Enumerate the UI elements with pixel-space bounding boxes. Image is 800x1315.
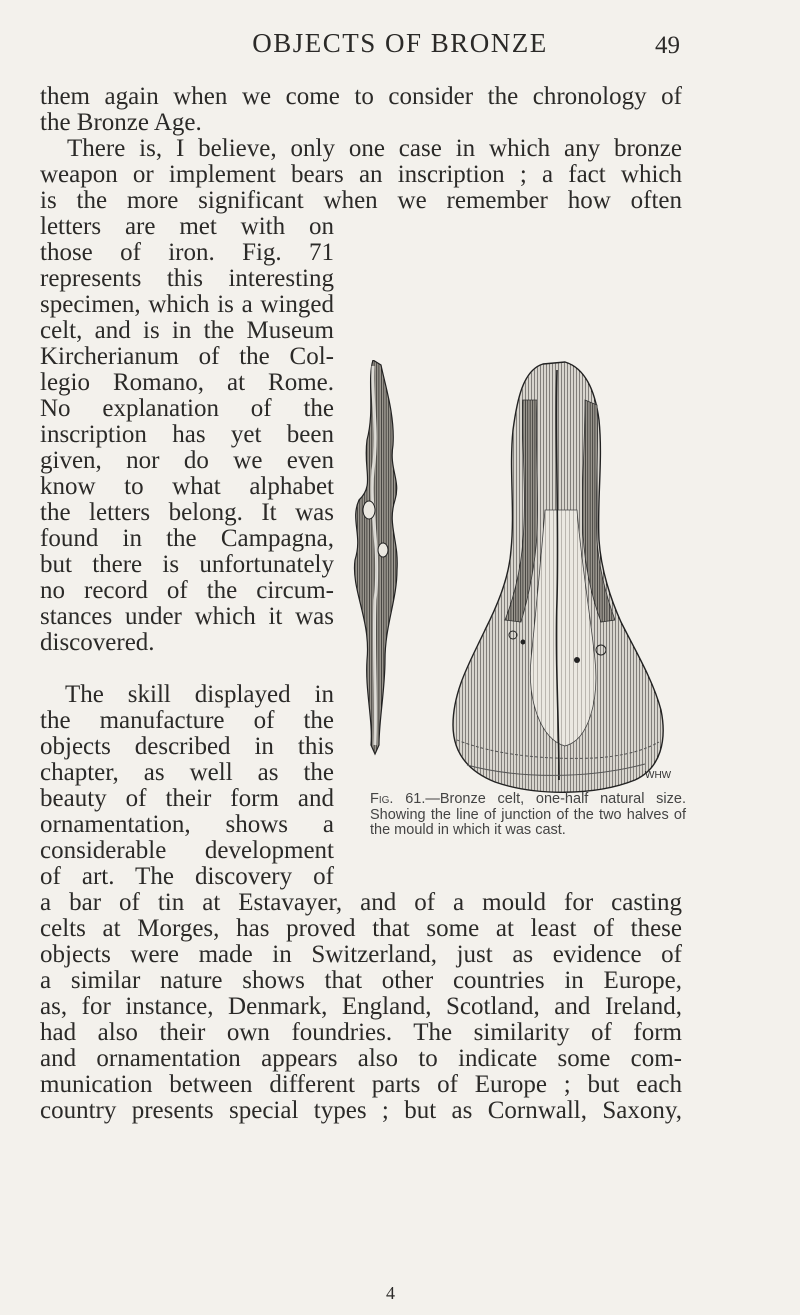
text-line: ornamentation, shows a (40, 811, 334, 838)
text-line: country presents special types ; but as Cornwall, Saxony, (40, 1097, 682, 1124)
text-line: letters are met with on (40, 213, 334, 240)
engraver-mark: WHW (645, 770, 672, 781)
text-line: of art. The discovery of (40, 863, 334, 890)
text-line: know to what alphabet (40, 473, 334, 500)
caption-text: —Bronze celt, one-half natural size. Showing the line of junction of the two halves of the mould in which it was cast. (370, 791, 686, 838)
figure-caption (370, 792, 686, 839)
page-number: 49 (655, 32, 680, 59)
text-line: chapter, as well as the (40, 759, 334, 786)
text-line: objects were made in Switzerland, just as evidence of (40, 941, 682, 968)
text-line: given, nor do we even (40, 447, 334, 474)
text-line: Kircherianum of the Col- (40, 343, 334, 370)
text-line: stances under which it was (40, 603, 334, 630)
text-line: beauty of their form and (40, 785, 334, 812)
text-line: specimen, which is a winged (40, 291, 334, 318)
celt-engraving (345, 360, 685, 796)
text-line: inscription has yet been (40, 421, 334, 448)
text-line: There is, I believe, only one case in which any bronze (67, 135, 682, 162)
text-line: them again when we come to consider the chronology of (40, 83, 682, 110)
text-line: objects described in this (40, 733, 334, 760)
text-line: as, for instance, Denmark, England, Scotland, and Ireland, (40, 993, 682, 1020)
bronze-celt-illustration (345, 360, 685, 796)
text-line: the letters belong. It was (40, 499, 334, 526)
text-line: but there is unfortunately (40, 551, 334, 578)
text-line: legio Romano, at Rome. (40, 369, 334, 396)
text-line: and ornamentation appears also to indicate some com- (40, 1045, 682, 1072)
text-line: had also their own foundries. The similarity of form (40, 1019, 682, 1046)
paragraph-1 (40, 84, 682, 136)
text-line: the manufacture of the (40, 707, 334, 734)
text-line: discovered. (40, 629, 155, 656)
text-line: no record of the circum- (40, 577, 334, 604)
text-line: found in the Campagna, (40, 525, 334, 552)
celt-front-view (453, 362, 663, 792)
text-line: those of iron. Fig. 71 (40, 239, 334, 266)
text-line: munication between different parts of Europe ; but each (40, 1071, 682, 1098)
text-line: considerable development (40, 837, 334, 864)
text-line: weapon or implement bears an inscription ; a fact which (40, 161, 682, 188)
signature-mark: 4 (386, 1283, 395, 1303)
text-line: celt, and is in the Museum (40, 317, 334, 344)
text-line: a bar of tin at Estavayer, and of a mould for casting (40, 889, 682, 916)
text-line: the Bronze Age. (40, 109, 202, 136)
text-line: No explanation of the (40, 395, 334, 422)
text-line: represents this interesting (40, 265, 334, 292)
text-line: is the more significant when we remember how often (40, 187, 682, 214)
text-line: a similar nature shows that other countries in Europe, (40, 967, 682, 994)
text-line: celts at Morges, has proved that some at least of these (40, 915, 682, 942)
text-line: The skill displayed in (65, 681, 334, 708)
page-header (0, 28, 800, 68)
running-title: OBJECTS OF BRONZE (252, 28, 548, 58)
figure-label: Fig. 61. (370, 791, 426, 807)
celt-side-view (354, 360, 397, 754)
